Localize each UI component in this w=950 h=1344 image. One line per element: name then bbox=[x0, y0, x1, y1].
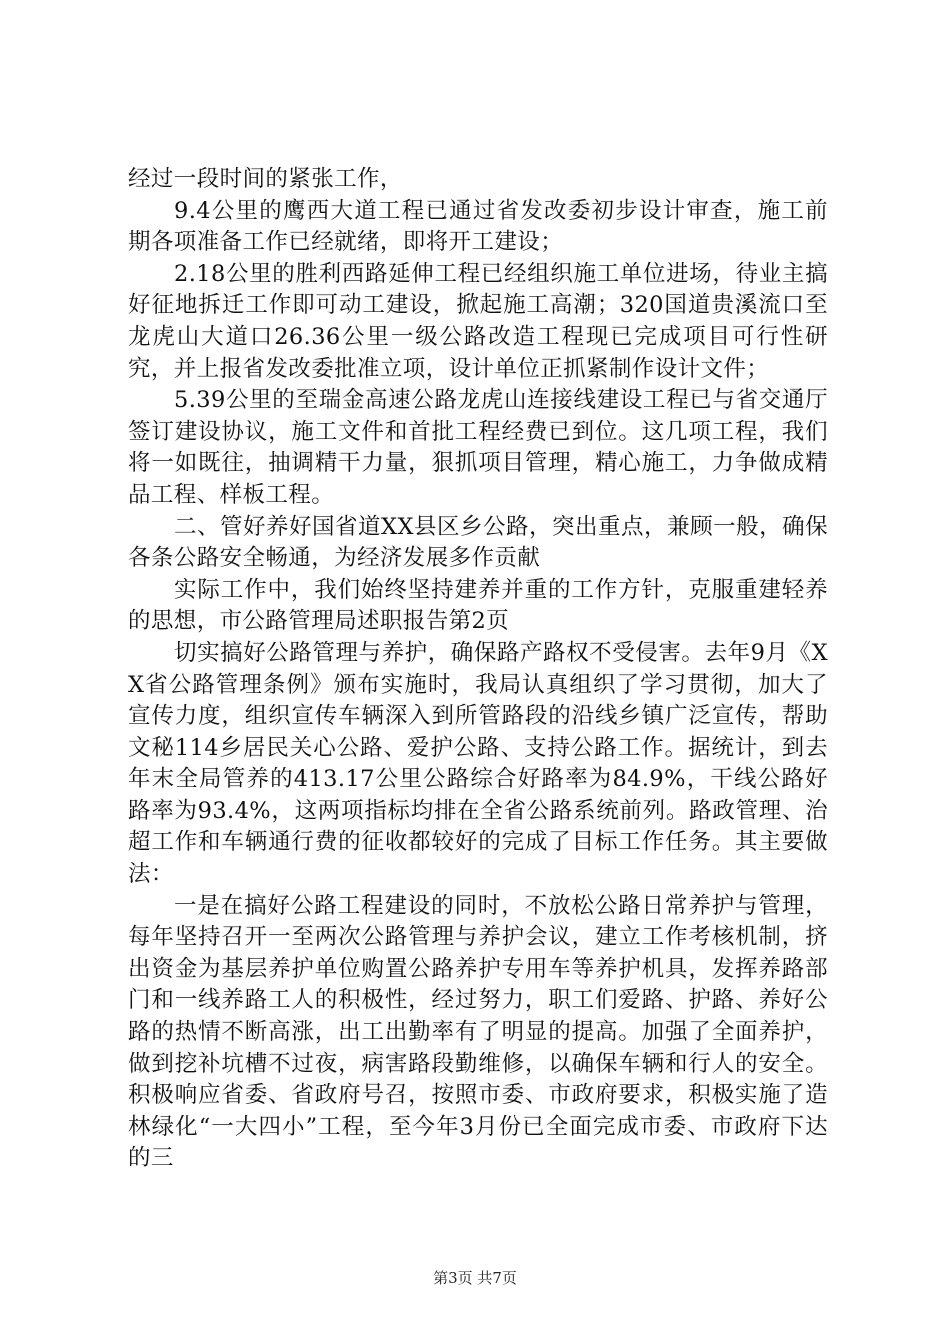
paragraph-8: 一是在搞好公路工程建设的同时，不放松公路日常养护与管理，每年坚持召开一至两次公路管理与养护会议，建立工作考核机制，挤出资金为基层养护单位购置公路养护专用车等养护机具，发挥养路部门和一线养路工人的积极性，经过努力，职工们爱路、护路、养好公路的热情不断高涨，出工出勤率有了明显的提高。加强了全面养护，做到挖补坑槽不过夜，病害路段勤维修，以确保车辆和行人的安全。积极响应省委、省政府号召，按照市委、市政府要求，积极实施了造林绿化“一大四小”工程，至今年3月份已全面完成市委、市政府下达的三 bbox=[128, 892, 828, 1172]
paragraph-6: 实际工作中，我们始终坚持建养并重的工作方针，克服重建轻养的思想，市公路管理局述职报告第2页 bbox=[128, 576, 828, 635]
paragraph-3: 2.18公里的胜利西路延伸工程已经组织施工单位进场，待业主搞好征地拆迁工作即可动工建设，掀起施工高潮；320国道贵溪流口至龙虎山大道口26.36公里一级公路改造工程现已完成项目可行性研究，并上报省发改委批准立项，设计单位正抓紧制作设计文件； bbox=[128, 260, 828, 382]
paragraph-5: 二、管好养好国省道XX县区乡公路，突出重点，兼顾一般，确保各条公路安全畅通，为经济发展多作贡献 bbox=[128, 513, 828, 572]
paragraph-7: 切实搞好公路管理与养护，确保路产路权不受侵害。去年9月《XX省公路管理条例》颁布实施时，我局认真组织了学习贯彻，加大了宣传力度，组织宣传车辆深入到所管路段的沿线乡镇广泛宣传，帮助文秘114乡居民关心公路、爱护公路、支持公路工作。据统计，到去年末全局管养的413.17公里公路综合好路率为84.9%，干线公路好路率为93.4%，这两项指标均排在全省公路系统前列。路政管理、治超工作和车辆通行费的征收都较好的完成了目标工作任务。其主要做法： bbox=[128, 639, 828, 888]
page-number-footer: 第3页 共7页 bbox=[433, 1269, 517, 1287]
paragraph-4: 5.39公里的至瑞金高速公路龙虎山连接线建设工程已与省交通厅签订建设协议，施工文件和首批工程经费已到位。这几项工程，我们将一如既往，抽调精干力量，狠抓项目管理，精心施工，力争做成精品工程、样板工程。 bbox=[128, 387, 828, 508]
paragraph-1: 经过一段时间的紧张工作， bbox=[128, 166, 403, 192]
paragraph-2: 9.4公里的鹰西大道工程已通过省发改委初步设计审查，施工前期各项准备工作已经就绪，即将开工建设； bbox=[128, 197, 828, 256]
document-body bbox=[128, 164, 828, 1175]
